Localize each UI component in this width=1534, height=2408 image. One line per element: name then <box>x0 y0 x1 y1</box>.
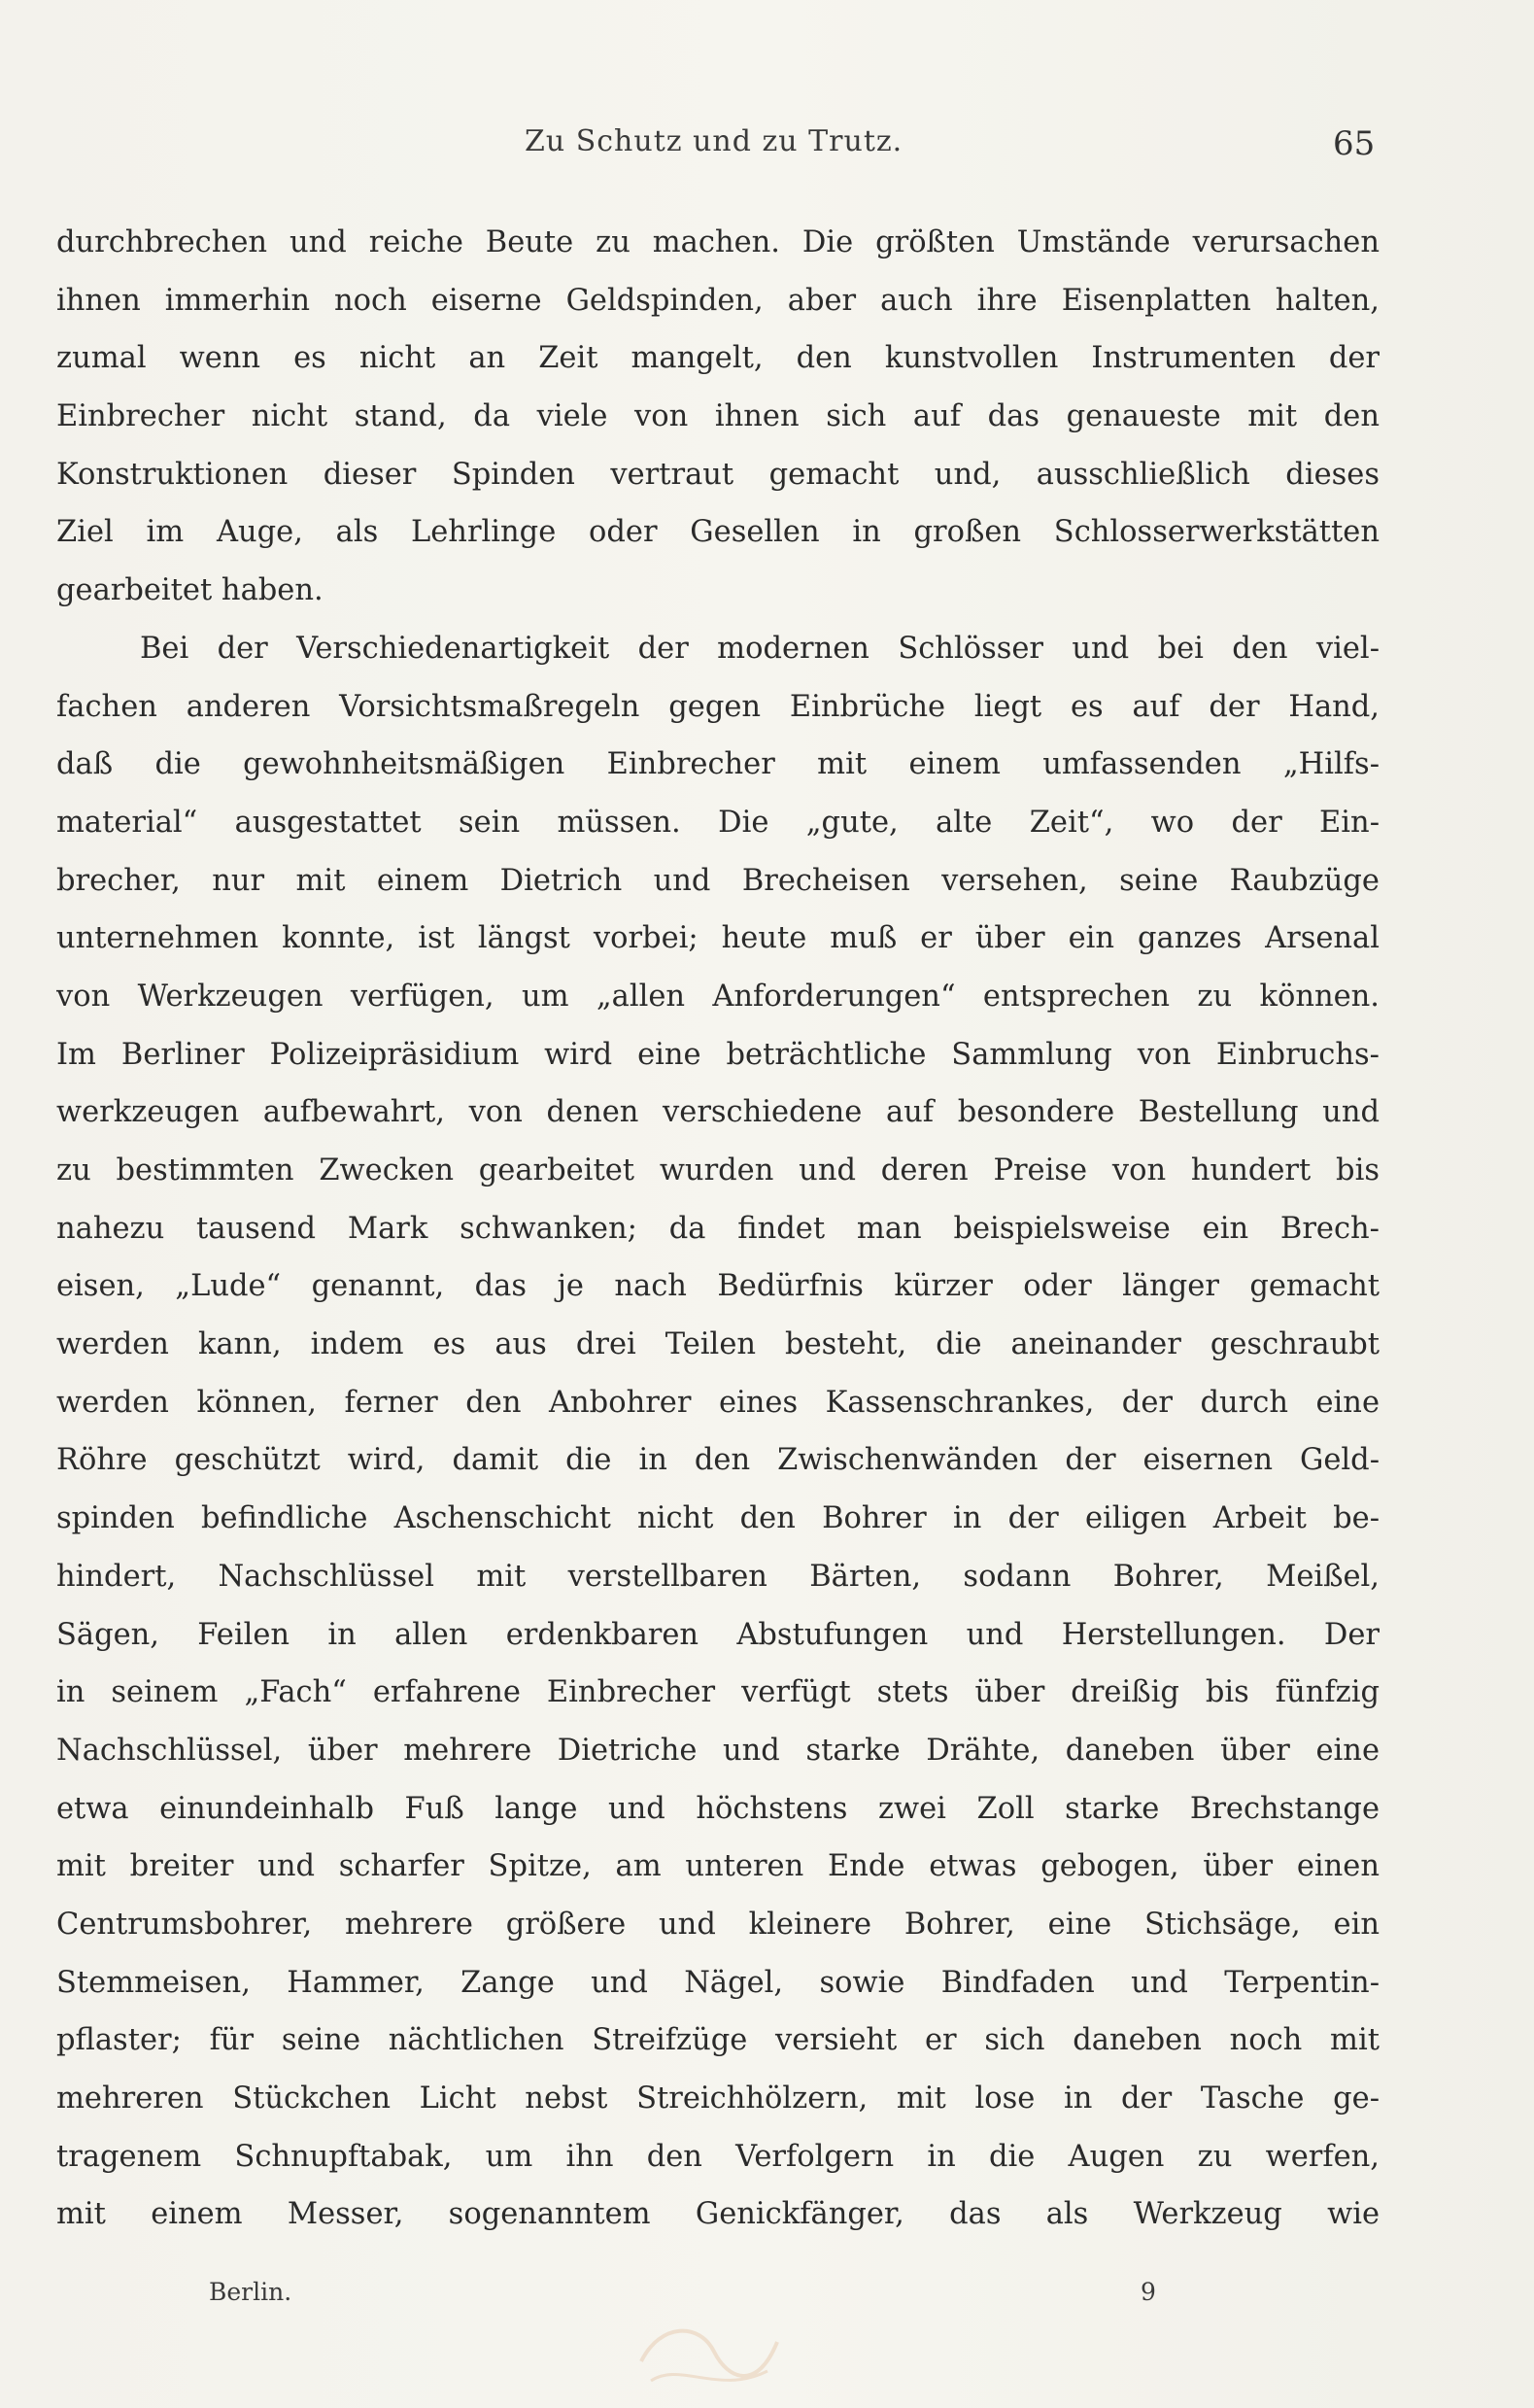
text-line: Bei der Verschiedenartigkeit der modernen Schlösser und bei den viel- <box>140 631 1380 666</box>
text-line: Sägen, Feilen in allen erdenkbaren Abstufungen und Herstellungen. Der <box>56 1617 1380 1652</box>
text-line: ihnen immerhin noch eiserne Geldspinden, aber auch ihre Eisenplatten halten, <box>56 283 1380 318</box>
text-line: hindert, Nachschlüssel mit verstellbaren Bärten, sodann Bohrer, Meißel, <box>56 1559 1380 1594</box>
text-line: nahezu tausend Mark schwanken; da findet man beispielsweise ein Brech- <box>56 1211 1380 1246</box>
text-line: zumal wenn es nicht an Zeit mangelt, den kunstvollen Instrumenten der <box>56 341 1380 376</box>
text-line: Röhre geschützt wird, damit die in den Zwischenwänden der eisernen Geld- <box>56 1443 1380 1478</box>
text-line: eisen, „Lude“ genannt, das je nach Bedürfnis kürzer oder länger gemacht <box>56 1269 1380 1304</box>
text-line: werden kann, indem es aus drei Teilen besteht, die aneinander geschraubt <box>56 1327 1380 1362</box>
text-line: mit breiter und scharfer Spitze, am unteren Ende etwas gebogen, über einen <box>56 1849 1380 1884</box>
text-line: gearbeitet haben. <box>56 573 324 608</box>
text-line: spinden befindliche Aschenschicht nicht den Bohrer in der eiligen Arbeit be- <box>56 1501 1380 1536</box>
text-line: Stemmeisen, Hammer, Zange und Nägel, sowie Bindfaden und Terpentin- <box>56 1965 1380 2000</box>
text-line: Ziel im Auge, als Lehrlinge oder Gesellen in großen Schlosserwerkstätten <box>56 515 1380 550</box>
text-line: werden können, ferner den Anbohrer eines Kassenschrankes, der durch eine <box>56 1385 1380 1420</box>
text-line: material“ ausgestattet sein müssen. Die „gute, alte Zeit“, wo der Ein- <box>56 805 1380 840</box>
text-line: zu bestimmten Zwecken gearbeitet wurden und deren Preise von hundert bis <box>56 1153 1380 1187</box>
signature-place: Berlin. <box>209 2278 292 2306</box>
text-line: etwa einundeinhalb Fuß lange und höchstens zwei Zoll starke Brechstange <box>56 1791 1380 1826</box>
text-line: fachen anderen Vorsichtsmaßregeln gegen Einbrüche liegt es auf der Hand, <box>56 689 1380 724</box>
text-line: mit einem Messer, sogenanntem Genickfänger, das als Werkzeug wie <box>56 2197 1380 2232</box>
text-line: Im Berliner Polizeipräsidium wird eine beträchtliche Sammlung von Einbruchs- <box>56 1037 1380 1072</box>
text-line: von Werkzeugen verfügen, um „allen Anforderungen“ entsprechen zu können. <box>56 979 1380 1014</box>
text-line: brecher, nur mit einem Dietrich und Brecheisen versehen, seine Raubzüge <box>56 863 1380 898</box>
text-line: werkzeugen aufbewahrt, von denen verschiedene auf besondere Bestellung und <box>56 1095 1380 1130</box>
text-line: unternehmen konnte, ist längst vorbei; heute muß er über ein ganzes Arsenal <box>56 921 1380 956</box>
text-line: pflaster; für seine nächtlichen Streifzüge versieht er sich daneben noch mit <box>56 2023 1380 2058</box>
text-line: Einbrecher nicht stand, da viele von ihnen sich auf das genaueste mit den <box>56 399 1380 434</box>
body-text <box>56 214 1380 2244</box>
text-line: durchbrechen und reiche Beute zu machen. Die größten Umstände verursachen <box>56 225 1380 259</box>
text-line: Konstruktionen dieser Spinden vertraut gemacht und, ausschließlich dieses <box>56 457 1380 492</box>
text-line: Nachschlüssel, über mehrere Dietriche und starke Drähte, daneben über eine <box>56 1733 1380 1768</box>
text-line: tragenem Schnupftabak, um ihn den Verfolgern in die Augen zu werfen, <box>56 2139 1380 2174</box>
page-number: 65 <box>1333 124 1376 163</box>
text-line: in seinem „Fach“ erfahrene Einbrecher verfügt stets über dreißig bis fünfzig <box>56 1675 1380 1710</box>
running-title: Zu Schutz und zu Trutz. <box>525 124 903 158</box>
text-line: Centrumsbohrer, mehrere größere und kleinere Bohrer, eine Stichsäge, ein <box>56 1907 1380 1942</box>
text-line: mehreren Stückchen Licht nebst Streichhölzern, mit lose in der Tasche ge- <box>56 2081 1380 2116</box>
signature-number: 9 <box>1141 2278 1156 2306</box>
text-line: daß die gewohnheitsmäßigen Einbrecher mit einem umfassenden „Hilfs- <box>56 747 1380 782</box>
library-stamp-icon <box>622 2303 787 2400</box>
running-head <box>0 124 1534 173</box>
